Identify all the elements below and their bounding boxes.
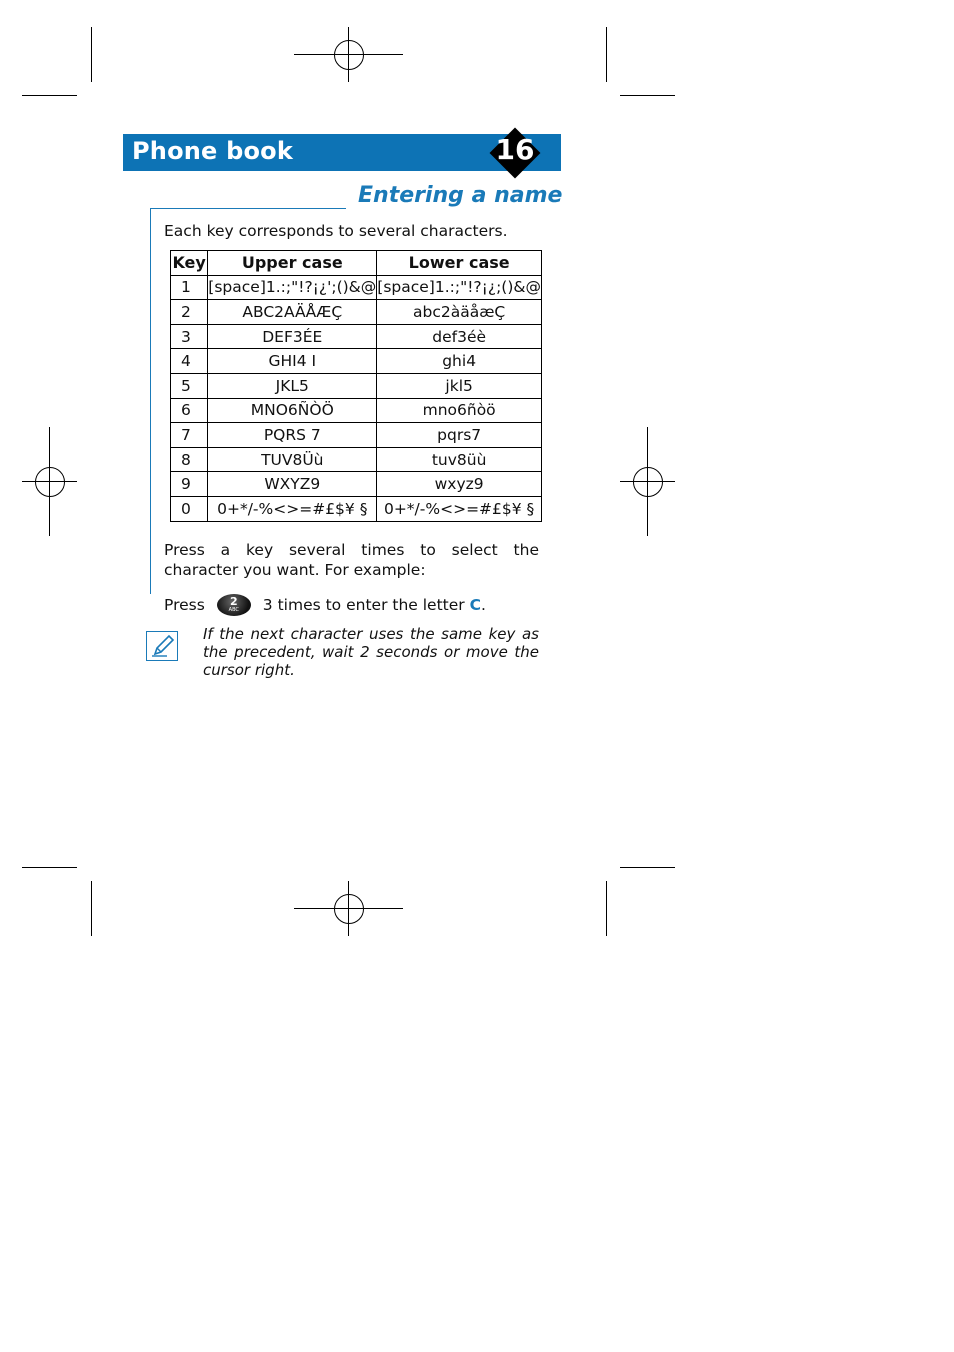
key-cell: 7 — [171, 423, 208, 448]
lower-cell: 0+*/-%<>=#£$¥ § — [377, 496, 542, 521]
lower-cell: abc2àäåæÇ — [377, 300, 542, 325]
upper-cell: 0+*/-%<>=#£$¥ § — [208, 496, 377, 521]
table-row — [171, 324, 542, 349]
page-number-badge — [490, 128, 540, 178]
lower-cell: ghi4 — [377, 349, 542, 374]
registration-circle — [334, 40, 364, 70]
column-header-lower: Lower case — [377, 251, 542, 276]
upper-cell: [space]1.:;"!?¡¿';()&@ — [208, 275, 377, 300]
lower-cell: jkl5 — [377, 373, 542, 398]
page-number: 16 — [495, 133, 535, 166]
section-title: Entering a name — [358, 183, 563, 208]
key-cell: 6 — [171, 398, 208, 423]
table-row — [171, 300, 542, 325]
intro-text: Each key corresponds to several characters. — [164, 222, 508, 240]
upper-cell: ABC2AÄÅÆÇ — [208, 300, 377, 325]
crop-mark — [606, 881, 607, 936]
lower-cell: tuv8üù — [377, 447, 542, 472]
table-row — [171, 349, 542, 374]
table-row — [171, 423, 542, 448]
example-end: . — [480, 596, 486, 614]
crop-mark — [620, 95, 675, 96]
key-cell: 4 — [171, 349, 208, 374]
section-rule — [150, 208, 346, 209]
upper-cell: DEF3ÉE — [208, 324, 377, 349]
upper-cell: PQRS 7 — [208, 423, 377, 448]
key-cell: 8 — [171, 447, 208, 472]
example-line — [164, 594, 486, 616]
table-row — [171, 496, 542, 521]
registration-circle — [633, 467, 663, 497]
key-digit: 2 — [229, 595, 238, 608]
lower-cell: wxyz9 — [377, 472, 542, 497]
key-letters: ABC — [228, 607, 239, 613]
table-row — [171, 275, 542, 300]
upper-cell: JKL5 — [208, 373, 377, 398]
lower-cell: [space]1.:;"!?¡¿;()&@ — [377, 275, 542, 300]
crop-mark — [606, 27, 607, 82]
press-label: Press — [164, 596, 205, 614]
crop-mark — [22, 95, 77, 96]
crop-mark — [620, 867, 675, 868]
key-2-icon — [217, 594, 251, 616]
lower-cell: def3éè — [377, 324, 542, 349]
column-header-upper: Upper case — [208, 251, 377, 276]
key-cell: 1 — [171, 275, 208, 300]
upper-cell: GHI4 I — [208, 349, 377, 374]
registration-circle — [35, 467, 65, 497]
lower-cell: mno6ñòö — [377, 398, 542, 423]
key-cell: 2 — [171, 300, 208, 325]
table-row — [171, 398, 542, 423]
section-rule-vertical — [150, 208, 151, 594]
chapter-title: Phone book — [132, 137, 293, 165]
column-header-key: Key — [171, 251, 208, 276]
table-header-row — [171, 251, 542, 276]
example-suffix: 3 times to enter the letter — [262, 596, 465, 614]
key-cell: 5 — [171, 373, 208, 398]
registration-circle — [334, 894, 364, 924]
crop-mark — [22, 867, 77, 868]
table-row — [171, 447, 542, 472]
key-cell: 3 — [171, 324, 208, 349]
key-cell: 9 — [171, 472, 208, 497]
table-row — [171, 373, 542, 398]
upper-cell: TUV8Üù — [208, 447, 377, 472]
key-cell: 0 — [171, 496, 208, 521]
upper-cell: WXYZ9 — [208, 472, 377, 497]
pencil-note-icon — [146, 631, 178, 661]
upper-cell: MNO6ÑÒÖ — [208, 398, 377, 423]
crop-mark — [91, 881, 92, 936]
table-row — [171, 472, 542, 497]
crop-mark — [91, 27, 92, 82]
note-text: If the next character uses the same key as the precedent, wait 2 seconds or move the cursor right. — [203, 625, 539, 679]
lower-cell: pqrs7 — [377, 423, 542, 448]
key-character-table — [170, 250, 542, 522]
example-letter: C — [469, 596, 481, 614]
instructions-text: Press a key several times to select the character you want. For example: — [164, 541, 539, 579]
